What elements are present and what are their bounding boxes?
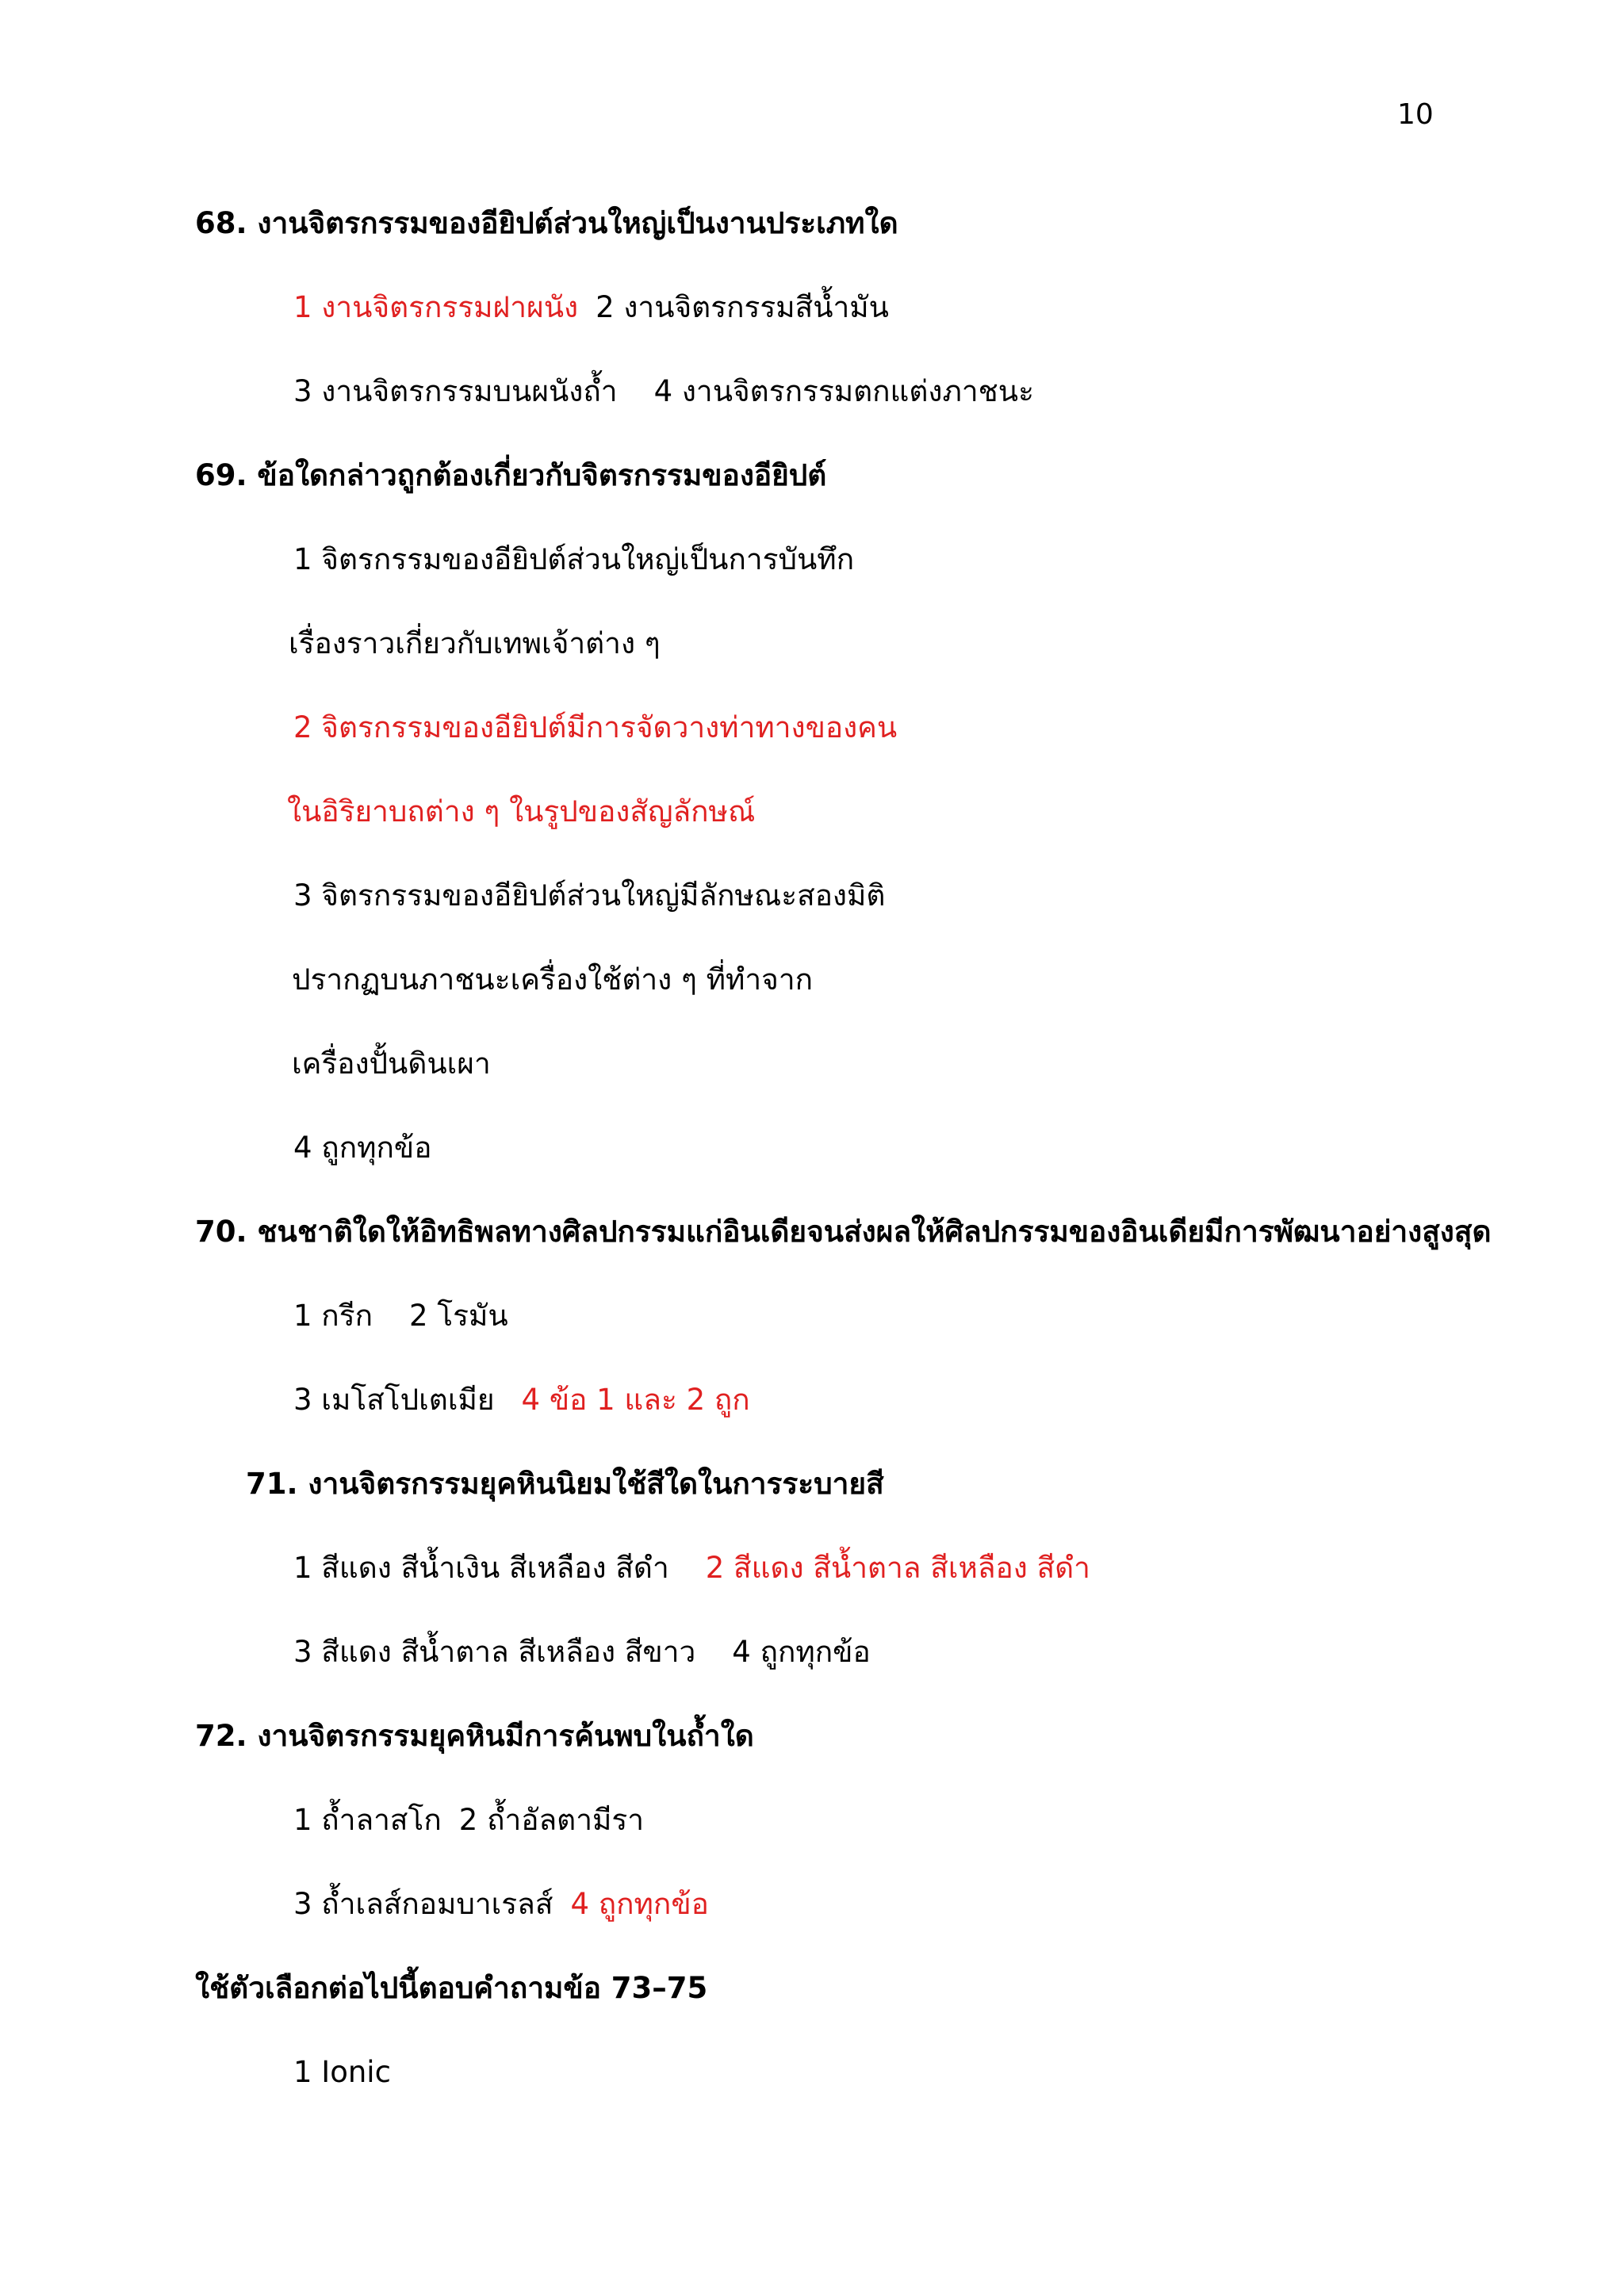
question-72-choices-row-2 bbox=[293, 1883, 709, 1926]
q71-choice-4: 4 ถูกทุกข้อ bbox=[732, 1635, 871, 1669]
q72-choice-1: 1 ถ้ำลาสโก bbox=[293, 1803, 442, 1837]
q70-choice-3: 3 เมโสโปเตเมีย bbox=[293, 1383, 495, 1417]
q69-choice-3-line-3: เครื่องปั้นดินเผา bbox=[292, 1047, 491, 1081]
question-70-choices-row-1 bbox=[293, 1295, 508, 1337]
question-71: 71. งานจิตรกรรมยุคหินนิยมใช้สีใดในการระบายสี bbox=[246, 1467, 884, 1501]
q71-choice-2: 2 สีแดง สีน้ำตาล สีเหลือง สีดำ bbox=[705, 1551, 1090, 1585]
q72-choice-3: 3 ถ้ำเลส์กอมบาเรลส์ bbox=[293, 1887, 553, 1921]
q68-choice-2: 2 งานจิตรกรรมสีน้ำมัน bbox=[596, 290, 889, 324]
q68-choice-3: 3 งานจิตรกรรมบนผนังถ้ำ bbox=[293, 374, 618, 408]
option-item-1: 1 Ionic bbox=[293, 2055, 391, 2089]
question-71-choices-row-1 bbox=[293, 1547, 1090, 1590]
q69-choice-1-line-1: 1 จิตรกรรมของอียิปต์ส่วนใหญ่เป็นการบันทึก bbox=[293, 542, 855, 576]
q72-choice-2: 2 ถ้ำอัลตามีรา bbox=[458, 1803, 645, 1837]
q71-choice-1: 1 สีแดง สีน้ำเงิน สีเหลือง สีดำ bbox=[293, 1551, 669, 1585]
q70-choice-2: 2 โรมัน bbox=[408, 1299, 508, 1333]
question-72: 72. งานจิตรกรรมยุคหินมีการค้นพบในถ้ำใด bbox=[195, 1719, 754, 1753]
q69-choice-2-line-1: 2 จิตรกรรมของอียิปต์มีการจัดวางท่าทางของคน bbox=[293, 710, 898, 744]
question-72-choices-row-1 bbox=[293, 1799, 644, 1842]
q69-choice-3-line-2: ปรากฏบนภาชนะเครื่องใช้ต่าง ๆ ที่ทำจาก bbox=[292, 962, 814, 997]
q69-choice-3-line-1: 3 จิตรกรรมของอียิปต์ส่วนใหญ่มีลักษณะสองมิติ bbox=[293, 878, 886, 913]
question-68-choices-row-2 bbox=[293, 370, 1034, 413]
page-number: 10 bbox=[1397, 98, 1434, 131]
q69-choice-4: 4 ถูกทุกข้อ bbox=[293, 1131, 432, 1165]
question-68: 68. งานจิตรกรรมของอียิปต์ส่วนใหญ่เป็นงานประเภทใด bbox=[195, 206, 898, 240]
q69-choice-2-line-2: ในอิริยาบถต่าง ๆ ในรูปของสัญลักษณ์ bbox=[287, 794, 756, 828]
q71-choice-3: 3 สีแดง สีน้ำตาล สีเหลือง สีขาว bbox=[293, 1635, 696, 1669]
q68-choice-4: 4 งานจิตรกรรมตกแต่งภาชนะ bbox=[653, 374, 1034, 408]
q69-choice-1-line-2: เรื่องราวเกี่ยวกับเทพเจ้าต่าง ๆ bbox=[289, 626, 661, 660]
q68-choice-1: 1 งานจิตรกรรมฝาผนัง bbox=[293, 290, 579, 324]
question-70: 70. ชนชาติใดให้อิทธิพลทางศิลปกรรมแก่อินเดียจนส่งผลให้ศิลปกรรมของอินเดียมีการพัฒนาอย่างสูงสุด bbox=[195, 1215, 1492, 1249]
question-70-choices-row-2 bbox=[293, 1379, 750, 1422]
q70-choice-4: 4 ข้อ 1 และ 2 ถูก bbox=[521, 1383, 750, 1417]
question-68-choices-row-1 bbox=[293, 286, 889, 329]
question-69: 69. ข้อใดกล่าวถูกต้องเกี่ยวกับจิตรกรรมของอียิปต์ bbox=[195, 458, 827, 492]
q70-choice-1: 1 กรีก bbox=[293, 1299, 373, 1333]
q72-choice-4: 4 ถูกทุกข้อ bbox=[570, 1887, 709, 1921]
instruction-73-75: ใช้ตัวเลือกต่อไปนี้ตอบคำถามข้อ 73–75 bbox=[195, 1971, 708, 2005]
question-71-choices-row-2 bbox=[293, 1631, 871, 1674]
